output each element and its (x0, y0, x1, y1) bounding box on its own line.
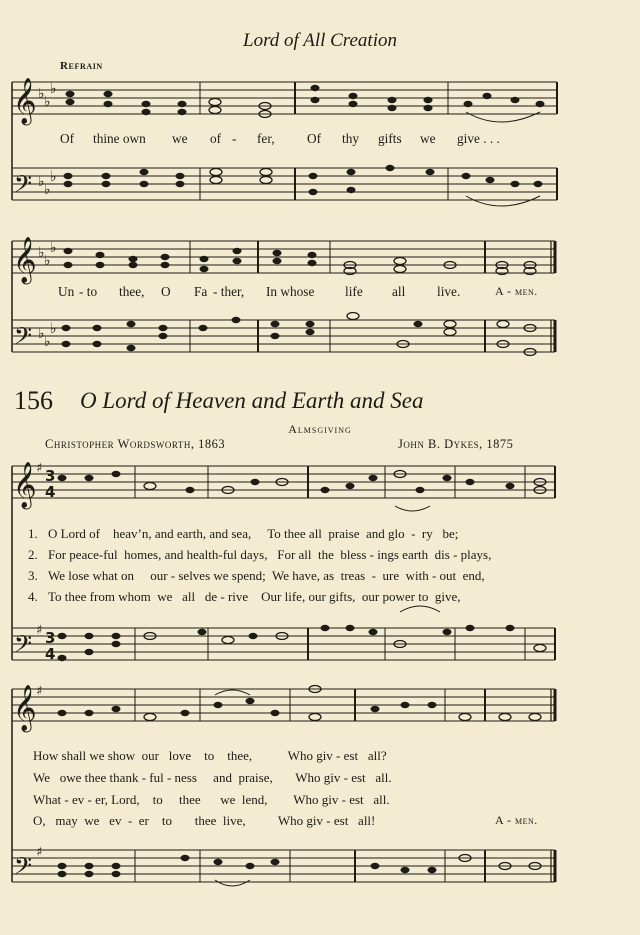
verse-line: How shall we show our love to thee, Who giv - est all? (33, 748, 387, 763)
verse-line: We lose what on our - selves we spend; We have, as treas - ure with - out end, (48, 568, 485, 583)
treble-clef-icon: 𝄞 (13, 237, 37, 283)
lyric-word: Fa (194, 284, 208, 299)
lyric-word: fer, (257, 131, 275, 146)
svg-text:♭: ♭ (44, 253, 51, 269)
composer-credit: John B. Dykes, 1875 (398, 437, 514, 451)
lyric-word: we (420, 131, 436, 146)
svg-text:♭: ♭ (38, 326, 45, 342)
lyric-word: give . . . (457, 131, 500, 146)
lyric-word: Un (58, 284, 75, 299)
hymn1-title: Lord of All Creation (243, 30, 397, 51)
amen-text: A - men. (495, 813, 538, 827)
amen-text: A - men. (495, 284, 538, 298)
lyric-word: In whose (266, 284, 315, 299)
bass-clef-icon: 𝄢 (14, 170, 33, 203)
lyric-word: - to (79, 284, 98, 299)
tune-name: Almsgiving (288, 422, 352, 436)
lyric-word: Of (60, 131, 75, 146)
lyric-word: gifts (378, 131, 402, 146)
staff-h1-s2-bass (12, 320, 555, 352)
svg-text:♯: ♯ (36, 684, 43, 699)
svg-text:4: 4 (45, 483, 56, 501)
lyric-word: life (345, 284, 363, 299)
verse-number: 3. (28, 568, 38, 583)
treble-clef-icon: 𝄞 (13, 462, 37, 508)
svg-text:♭: ♭ (38, 245, 45, 261)
verse-line: O, may we ev - er to thee live, Who giv - est all! (33, 813, 376, 828)
svg-text:4: 4 (45, 645, 56, 663)
verse-number: 1. (28, 526, 38, 541)
staff-h1-s1-bass (12, 168, 557, 200)
lyric-word: thine own (93, 131, 146, 146)
svg-text:♯: ♯ (36, 623, 43, 638)
verse-number: 4. (28, 589, 38, 604)
lyric-word: live. (437, 284, 461, 299)
svg-text:♭: ♭ (50, 169, 57, 185)
svg-text:♭: ♭ (38, 174, 45, 190)
verse-line: O Lord of heav’n, and earth, and sea, To thee all praise and glo - ry be; (48, 526, 459, 541)
svg-text:♭: ♭ (44, 94, 51, 110)
svg-text:♯: ♯ (36, 845, 43, 860)
verse-number: 2. (28, 547, 38, 562)
svg-text:3: 3 (45, 629, 56, 647)
svg-text:♭: ♭ (44, 182, 51, 198)
svg-text:♯: ♯ (36, 461, 43, 476)
lyric-word: thy (342, 131, 359, 146)
svg-text:♭: ♭ (38, 86, 45, 102)
lyric-word: thee, (119, 284, 145, 299)
lyric-word: we (172, 131, 188, 146)
hymn2-title: O Lord of Heaven and Earth and Sea (80, 388, 424, 413)
lyric-word: of (210, 131, 222, 146)
verse-line: To thee from whom we all de - rive Our life, our gifts, our power to give, (48, 589, 461, 604)
hymn-number: 156 (14, 386, 53, 415)
staff-h1-s2-treble (12, 241, 555, 273)
staff-h2-s2-treble (12, 689, 555, 721)
verse-line: For peace-ful homes, and health-ful days, For all the bless - ings earth dis - plays, (48, 547, 492, 562)
lyric-word: all (392, 284, 406, 299)
lyric-word: Of (307, 131, 322, 146)
treble-clef-icon: 𝄞 (13, 78, 37, 124)
bass-clef-icon: 𝄢 (14, 630, 33, 663)
author-credit: Christopher Wordsworth, 1863 (45, 437, 226, 451)
bass-clef-icon: 𝄢 (14, 852, 33, 885)
treble-clef-icon: 𝄞 (13, 685, 37, 731)
verse-line: We owe thee thank - ful - ness and praise, Who giv - est all. (33, 770, 392, 785)
svg-text:♭: ♭ (50, 81, 57, 97)
svg-text:♭: ♭ (50, 321, 57, 337)
bass-clef-icon: 𝄢 (14, 322, 33, 355)
refrain-label: Refrain (60, 60, 103, 72)
svg-text:♭: ♭ (44, 334, 51, 350)
lyric-word: O (161, 284, 171, 299)
verse-line: What - ev - er, Lord, to thee we lend, Who giv - est all. (33, 792, 390, 807)
lyric-word: - (232, 131, 237, 146)
lyric-word: - ther, (213, 284, 245, 299)
staff-h1-s1-treble (12, 82, 557, 114)
svg-text:3: 3 (45, 467, 56, 485)
svg-text:♭: ♭ (50, 240, 57, 256)
